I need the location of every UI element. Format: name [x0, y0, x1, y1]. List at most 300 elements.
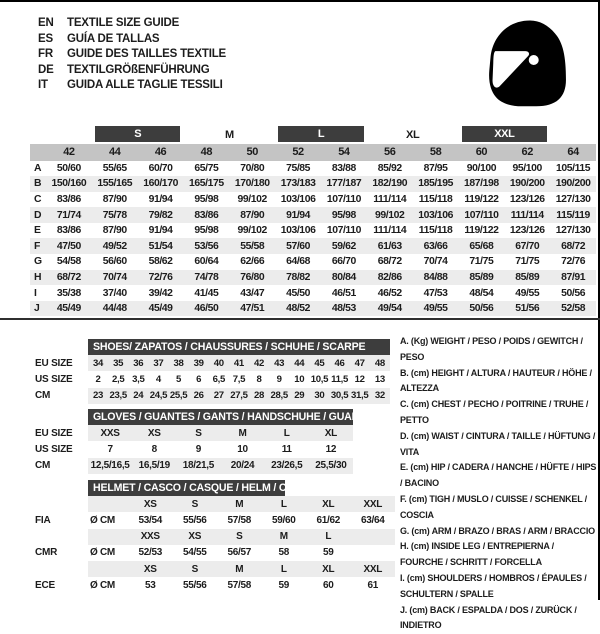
- size-cell: 47/51: [229, 301, 275, 317]
- spacer-cell: [35, 339, 88, 355]
- size-cell: 12: [354, 373, 365, 385]
- size-cell: 87/91: [550, 270, 596, 286]
- size-cell: 58: [278, 547, 290, 559]
- size-cell: 150/160: [46, 176, 92, 192]
- size-cell: 85/89: [459, 270, 505, 286]
- size-cell: 23,5: [108, 388, 128, 404]
- size-cell: 49/55: [515, 287, 540, 299]
- helmet-size-label: XXL: [351, 561, 396, 577]
- size-cell: 10: [237, 443, 248, 455]
- size-cell: 103/106: [280, 225, 316, 237]
- size-cell: 87/90: [229, 207, 275, 223]
- table-row: [35, 388, 390, 404]
- size-cell: 64/68: [286, 256, 311, 268]
- size-cell: 61/63: [367, 238, 413, 254]
- title-band-cell: [88, 409, 369, 425]
- size-cell: 47/50: [46, 238, 92, 254]
- spacer-cell: [30, 126, 92, 144]
- helmet-size-label: S: [173, 561, 218, 577]
- visor-pivot-dot: [529, 55, 539, 65]
- size-cell: 87/90: [102, 193, 127, 205]
- helmet-size-label: M: [262, 529, 307, 545]
- size-cell: 13: [374, 373, 385, 385]
- size-cell: 28,5: [269, 388, 289, 404]
- size-header-cell: 62: [504, 144, 550, 161]
- size-cell: 30,5: [330, 388, 350, 404]
- size-cell: 55/58: [229, 238, 275, 254]
- size-cell: 52/53: [138, 547, 163, 559]
- size-group-header-row: [30, 126, 596, 144]
- size-cell: 11: [281, 443, 292, 455]
- helmet-values-row: [35, 512, 395, 528]
- size-cell: 107/110: [326, 225, 361, 237]
- size-cell: 59/60: [271, 514, 296, 526]
- size-cell: 55/56: [182, 579, 207, 591]
- helmet-size-table: [35, 480, 395, 593]
- size-cell: 111/114: [373, 193, 407, 205]
- size-cell: 99/102: [237, 193, 267, 205]
- table-row: [35, 371, 390, 387]
- row-label: EU SIZE: [35, 425, 88, 441]
- size-cell: 45/49: [138, 301, 184, 317]
- size-cell: 4: [155, 373, 161, 385]
- size-cell: 48/52: [275, 301, 321, 317]
- row-label: US SIZE: [35, 371, 88, 387]
- size-header-cell: 50: [229, 144, 275, 161]
- size-cell: 31,5: [350, 388, 370, 404]
- size-cell: 44/48: [92, 301, 138, 317]
- size-cell: 75/85: [286, 162, 311, 174]
- size-cell: 37/40: [102, 287, 127, 299]
- table-row: [35, 441, 353, 457]
- size-cell: 65/75: [194, 162, 219, 174]
- size-cell: 82/86: [367, 270, 413, 286]
- language-row: [38, 47, 226, 63]
- size-cell: 91/94: [275, 207, 321, 223]
- size-cell: 51/56: [504, 301, 550, 317]
- size-cell: 25,5/30: [309, 458, 353, 474]
- size-cell: 46/50: [183, 301, 229, 317]
- size-cell: 8: [256, 373, 262, 385]
- row-label: H: [30, 270, 46, 286]
- row-label: B: [30, 176, 46, 192]
- size-cell: 46/52: [377, 287, 402, 299]
- size-cell: 53/56: [183, 238, 229, 254]
- size-cell: 8: [151, 443, 157, 455]
- size-cell: 84/88: [413, 270, 459, 286]
- table-title: HELMET / CASCO / CASQUE / HELM / CASCO: [88, 480, 285, 496]
- size-cell: 160/170: [138, 176, 184, 192]
- size-cell: 2,5: [111, 373, 125, 385]
- row-label: D: [30, 207, 46, 223]
- size-cell: 16,5/19: [132, 458, 176, 474]
- size-cell: 74/78: [183, 270, 229, 286]
- size-cell: 90/100: [466, 162, 497, 174]
- size-cell: 95/98: [194, 193, 219, 205]
- table-row: [35, 355, 390, 371]
- helmet-size-label: XL: [306, 496, 351, 512]
- size-cell: 2: [95, 373, 101, 385]
- size-cell: 27,5: [229, 388, 249, 404]
- size-header-cell: 58: [413, 144, 459, 161]
- size-cell: 20/24: [220, 458, 264, 474]
- size-cell: 103/106: [280, 193, 316, 205]
- size-cell: 85/89: [504, 270, 550, 286]
- row-label: C: [34, 193, 42, 205]
- size-cell: 12: [325, 443, 337, 455]
- table-row: [30, 192, 596, 208]
- table-row: [30, 223, 596, 239]
- size-cell: 7: [107, 443, 113, 455]
- size-cell: 9: [276, 373, 282, 385]
- table-row: [30, 207, 596, 223]
- row-label: F: [30, 238, 46, 254]
- size-cell: 68/72: [550, 238, 596, 254]
- size-cell: 40: [209, 355, 229, 371]
- helmet-size-label: L: [262, 496, 307, 512]
- size-cell: 78/82: [275, 270, 321, 286]
- helmet-size-label: L: [306, 529, 351, 545]
- size-cell: 43: [269, 355, 289, 371]
- size-cell: 83/88: [331, 162, 356, 174]
- title-band-cell: [88, 339, 390, 355]
- size-cell: 57/58: [227, 514, 252, 526]
- size-cell: 127/130: [555, 225, 591, 237]
- size-cell: 63/66: [413, 238, 459, 254]
- size-cell: 68/72: [377, 256, 402, 268]
- legend-item: G. (cm) ARM / BRAZO / BRAS / ARM / BRACCIO: [400, 525, 595, 536]
- size-cell: 6,5: [212, 373, 226, 385]
- size-cell: 119/122: [464, 225, 499, 237]
- spacer-cell: [30, 144, 46, 161]
- size-cell: XS: [132, 425, 176, 441]
- table-title-row: [35, 480, 395, 496]
- spacer-cell: [88, 529, 128, 545]
- standard-label: CMR: [35, 545, 88, 561]
- gloves-size-table: [35, 409, 369, 474]
- size-cell: 47/53: [423, 287, 448, 299]
- size-cell: 48/54: [469, 287, 494, 299]
- size-cell: 48/53: [321, 301, 367, 317]
- size-cell: 173/183: [275, 176, 321, 192]
- row-label: CM: [35, 388, 88, 404]
- size-cell: 123/126: [509, 225, 545, 237]
- table-row: [35, 425, 353, 441]
- size-cell: 60/70: [148, 162, 173, 174]
- legend-item: D. (cm) WAIST / CINTURA / TAILLE / HÜFTUNG / VITA: [400, 430, 596, 457]
- size-cell: 111/114: [373, 225, 407, 237]
- legend-item: A. (Kg) WEIGHT / PESO / POIDS / GEWITCH / PESO: [400, 336, 583, 362]
- size-cell: 66/70: [331, 256, 356, 268]
- spacer-cell: [550, 126, 596, 144]
- helmet-size-label: M: [217, 496, 262, 512]
- size-group-label: L: [275, 126, 367, 144]
- size-cell: 12,5/16,5: [88, 458, 132, 474]
- row-label: G: [34, 256, 42, 268]
- size-cell: 61/62: [316, 514, 341, 526]
- language-row: [38, 16, 226, 32]
- helmet-values-row: [35, 577, 395, 593]
- size-cell: 53: [144, 579, 156, 591]
- title-band-cell: [88, 480, 395, 496]
- size-cell: 49/54: [367, 301, 413, 317]
- size-cell: 45/49: [46, 301, 92, 317]
- size-cell: 95/100: [512, 162, 542, 174]
- section-divider: [0, 318, 600, 320]
- spacer-cell: [88, 496, 128, 512]
- size-header-cell: 42: [46, 144, 92, 161]
- size-cell: 155/165: [92, 176, 138, 192]
- size-cell: 115/118: [418, 193, 453, 205]
- spacer-cell: [35, 409, 88, 425]
- size-cell: 107/110: [326, 193, 361, 205]
- spacer-cell: [35, 529, 88, 545]
- size-cell: 71/75: [515, 256, 540, 268]
- size-cell: XL: [309, 425, 353, 441]
- standard-label: ECE: [35, 577, 88, 593]
- size-cell: 190/200: [550, 176, 596, 192]
- legend-item: E. (cm) HIP / CADERA / HANCHE / HÜFTE / HIPS / BACINO: [400, 462, 597, 489]
- size-cell: 7,5: [232, 373, 246, 385]
- size-cell: 170/180: [229, 176, 275, 192]
- helmet-sizes-row: [35, 561, 395, 577]
- helmet-sizes-row: [35, 496, 395, 512]
- size-cell: 72/76: [138, 270, 184, 286]
- size-cell: 95/98: [194, 225, 219, 237]
- size-cell: 65/68: [459, 238, 505, 254]
- size-cell: XXS: [88, 425, 132, 441]
- size-cell: 3,5: [132, 373, 145, 385]
- unit-label: Ø CM: [90, 514, 115, 526]
- legend-item: F. (cm) TIGH / MUSLO / CUISSE / SCHENKEL / COSCIA: [400, 493, 587, 520]
- size-cell: 70/74: [423, 256, 448, 268]
- size-cell: 70/80: [240, 162, 265, 174]
- size-group-label: M: [224, 129, 234, 141]
- unit-label: Ø CM: [90, 579, 115, 591]
- size-cell: 24,5: [148, 388, 168, 404]
- size-cell: 48: [370, 355, 390, 371]
- size-cell: 190/200: [504, 176, 550, 192]
- size-cell: 36: [128, 355, 148, 371]
- size-cell: 50/60: [56, 162, 81, 174]
- size-cell: 56/57: [227, 547, 252, 559]
- size-cell: 59: [278, 579, 290, 591]
- language-title: TEXTILGRÖßENFÜHRUNG: [67, 63, 210, 76]
- row-label: E: [34, 225, 41, 237]
- table-row: [30, 238, 596, 254]
- size-cell: 75/78: [92, 207, 138, 223]
- table-row: [30, 301, 596, 317]
- size-cell: 6: [196, 373, 202, 385]
- size-cell: 79/82: [138, 207, 184, 223]
- size-cell: 54/58: [56, 256, 81, 268]
- helmet-sizes-row: [35, 529, 395, 545]
- size-cell: 37: [148, 355, 168, 371]
- size-cell: 27: [209, 388, 229, 404]
- size-cell: S: [176, 425, 220, 441]
- size-cell: 49/55: [413, 301, 459, 317]
- size-group-label: S: [92, 126, 184, 144]
- size-cell: 9: [195, 443, 202, 455]
- size-cell: 87/90: [102, 225, 127, 237]
- legend-item: C. (cm) CHEST / PECHO / POITRINE / TRUHE / PETTO: [400, 399, 589, 425]
- spacer-cell: [35, 480, 88, 496]
- language-row: [38, 32, 226, 48]
- size-cell: 80/84: [321, 270, 367, 286]
- size-cell: 67/70: [504, 238, 550, 254]
- language-row: [38, 63, 226, 79]
- size-cell: 10: [294, 373, 305, 385]
- size-cell: 54/55: [182, 547, 207, 559]
- size-group-label: XXL: [459, 126, 551, 144]
- size-cell: 44: [289, 355, 309, 371]
- size-cell: 85/92: [377, 162, 402, 174]
- size-cell: 45/50: [286, 287, 311, 299]
- shoes-size-table: [35, 339, 390, 404]
- helmet-size-label: XS: [173, 529, 218, 545]
- row-label: US SIZE: [35, 441, 88, 457]
- size-cell: 23: [88, 388, 108, 404]
- textile-size-table: [30, 126, 596, 316]
- language-title: TEXTILE SIZE GUIDE: [67, 17, 180, 29]
- language-title: GUIDA ALLE TAGLIE TESSILI: [67, 79, 223, 92]
- size-cell: 28: [249, 388, 269, 404]
- spacer-cell: [35, 496, 88, 512]
- size-cell: 42: [249, 355, 269, 371]
- row-label: A: [34, 162, 42, 174]
- size-cell: 187/198: [459, 176, 505, 192]
- size-cell: 119/122: [464, 193, 499, 205]
- size-cell: L: [265, 425, 309, 441]
- language-code: EN: [38, 17, 54, 29]
- spacer-cell: [88, 561, 128, 577]
- size-cell: 165/175: [183, 176, 229, 192]
- size-header-cell: 60: [459, 144, 505, 161]
- size-cell: 39/42: [148, 287, 173, 299]
- legend-item: J. (cm) BACK / ESPALDA / DOS / ZURÜCK / INDIETRO: [400, 604, 577, 631]
- size-cell: 5: [176, 373, 182, 385]
- language-title: GUIDE DES TAILLES TEXTILE: [67, 48, 226, 61]
- helmet-size-label: [351, 529, 396, 545]
- size-header-cell: 56: [367, 144, 413, 161]
- language-code: FR: [38, 48, 53, 61]
- size-header-cell: 44: [92, 144, 138, 161]
- size-cell: 47: [350, 355, 370, 371]
- size-cell: 59/62: [321, 238, 367, 254]
- helmet-size-label: S: [217, 529, 262, 545]
- size-cell: 35: [108, 355, 128, 371]
- size-cell: 52/58: [550, 301, 596, 317]
- size-cell: 83/86: [56, 193, 81, 205]
- size-cell: 39: [189, 355, 209, 371]
- table-title-row: [35, 339, 390, 355]
- size-cell: 95/98: [321, 207, 367, 223]
- helmet-size-label: XXL: [351, 496, 396, 512]
- size-cell: 59: [322, 547, 334, 559]
- size-cell: 182/190: [367, 176, 413, 192]
- size-cell: 62/66: [240, 256, 265, 268]
- size-cell: 99/102: [237, 225, 267, 237]
- standard-label: FIA: [35, 512, 88, 528]
- helmet-values-row: [35, 545, 395, 561]
- size-header-cell: 64: [550, 144, 596, 161]
- size-cell: 45: [309, 355, 329, 371]
- size-cell: 127/130: [555, 193, 591, 205]
- size-cell: 56/60: [102, 256, 127, 268]
- size-cell: 38: [169, 355, 189, 371]
- size-header-cell: 46: [138, 144, 184, 161]
- helmet-size-label: XS: [128, 561, 173, 577]
- size-cell: 53/54: [138, 514, 163, 526]
- size-cell: 50/56: [459, 301, 505, 317]
- size-cell: 41/45: [194, 287, 219, 299]
- size-cell: 34: [88, 355, 108, 371]
- unit-label: Ø CM: [90, 547, 115, 559]
- size-cell: 103/106: [413, 207, 459, 223]
- size-header-cell: 52: [275, 144, 321, 161]
- helmet-size-label: XXS: [128, 529, 173, 545]
- size-cell: 60/64: [194, 256, 219, 268]
- size-cell: 26: [189, 388, 209, 404]
- size-cell: 83/86: [183, 207, 229, 223]
- size-cell: 55/56: [182, 514, 207, 526]
- size-cell: 30: [309, 388, 329, 404]
- size-cell: 72/76: [561, 256, 586, 268]
- size-cell: 99/102: [367, 207, 413, 223]
- size-cell: 51/54: [138, 238, 184, 254]
- table-row: [30, 270, 596, 286]
- size-cell: 61: [367, 579, 379, 591]
- language-code: IT: [38, 79, 48, 92]
- table-title-row: [35, 409, 353, 425]
- legend-item: H. (cm) INSIDE LEG / ENTREPIERNA / FOURCHE / SCHRITT / FORCELLA: [400, 541, 554, 568]
- size-cell: 115/119: [550, 207, 596, 223]
- helmet-size-label: XL: [306, 561, 351, 577]
- size-cell: 91/94: [148, 193, 173, 205]
- size-cell: 91/94: [148, 225, 173, 237]
- table-title: SHOES/ ZAPATOS / CHAUSSURES / SCHUHE / SCARPE: [88, 339, 390, 355]
- size-cell: 115/118: [418, 225, 453, 237]
- size-cell: 60: [322, 579, 334, 591]
- size-cell: 107/110: [459, 207, 505, 223]
- size-cell: 70/74: [92, 270, 138, 286]
- helmet-size-label: XS: [128, 496, 173, 512]
- table-title: GLOVES / GUANTES / GANTS / HANDSCHUHE / GUANTI: [88, 409, 353, 425]
- size-cell: 177/187: [321, 176, 367, 192]
- size-cell: 35/38: [56, 287, 81, 299]
- size-cell: 83/86: [56, 225, 81, 237]
- size-cell: 29: [289, 388, 309, 404]
- size-cell: 105/115: [555, 162, 591, 174]
- language-code: DE: [38, 63, 54, 76]
- size-cell: 68/72: [46, 270, 92, 286]
- size-cell: M: [220, 425, 264, 441]
- helmet-size-label: L: [262, 561, 307, 577]
- size-cell: 10,5: [310, 373, 329, 385]
- size-cell: 123/126: [509, 193, 545, 205]
- helmet-size-label: M: [217, 561, 262, 577]
- legend-item: I. (cm) SHOULDERS / HOMBROS / ÉPAULES / SCHULTERN / SPALLE: [400, 572, 587, 599]
- size-cell: 58/62: [148, 256, 173, 268]
- sizes-header-row: [30, 144, 596, 161]
- language-row: [38, 78, 226, 94]
- size-cell: 57/60: [275, 238, 321, 254]
- row-label: CM: [35, 458, 88, 474]
- size-header-cell: 48: [183, 144, 229, 161]
- size-cell: 50/56: [561, 287, 586, 299]
- size-header-cell: 54: [321, 144, 367, 161]
- size-cell: 57/58: [227, 579, 252, 591]
